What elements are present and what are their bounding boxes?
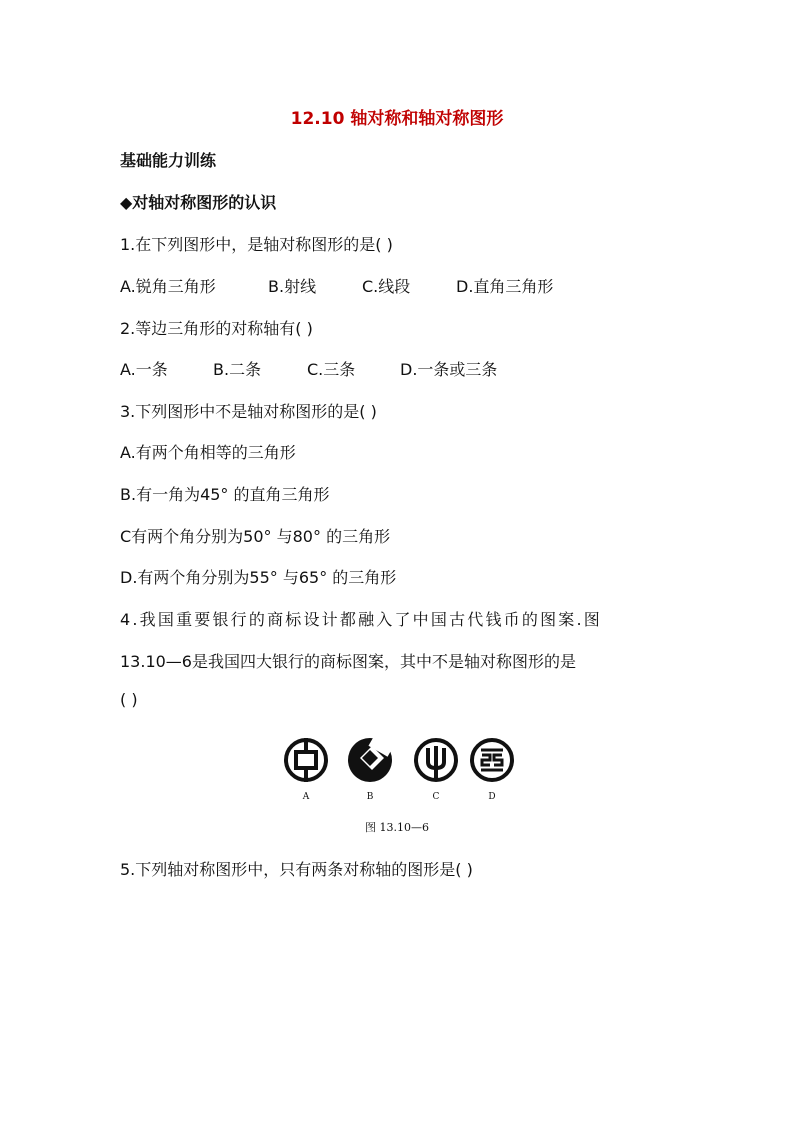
section-heading: 基础能力训练 — [120, 151, 217, 170]
question-5-stem: 5.下列轴对称图形中，只有两条对称轴的图形是( ) — [120, 860, 473, 879]
industrial-commercial-bank-logo-icon — [468, 736, 516, 784]
question-2-stem: 2.等边三角形的对称轴有( ) — [120, 319, 313, 338]
option-c: C.三条 — [307, 360, 356, 379]
question-4-line-3: ( ) — [120, 690, 138, 709]
figure-caption: 图 13.10—6 — [365, 821, 429, 834]
page-title: 12.10 轴对称和轴对称图形 — [290, 109, 504, 129]
question-3-option-c: C有两个角分别为50° 与80° 的三角形 — [120, 527, 391, 546]
option-b: B.二条 — [213, 360, 262, 379]
question-1-stem: 1.在下列图形中，是轴对称图形的是( ) — [120, 235, 393, 254]
construction-bank-logo-icon — [346, 736, 394, 784]
logo-a-label: A — [302, 792, 310, 802]
logo-d — [468, 736, 516, 802]
logo-c-label: C — [432, 792, 440, 802]
logo-d-label: D — [488, 792, 496, 802]
option-a: A.锐角三角形 — [120, 277, 216, 296]
question-2-options — [120, 357, 497, 380]
question-4-line-1: 4.我国重要银行的商标设计都融入了中国古代钱币的图案.图 — [120, 610, 602, 629]
option-d: D.一条或三条 — [400, 360, 498, 379]
logo-a — [282, 736, 330, 802]
question-3-option-d: D.有两个角分别为55° 与65° 的三角形 — [120, 568, 397, 587]
question-3-stem: 3.下列图形中不是轴对称图形的是( ) — [120, 402, 377, 421]
logo-b-label: B — [366, 792, 374, 802]
option-d: D.直角三角形 — [456, 277, 554, 296]
question-4-line-2: 13.10—6是我国四大银行的商标图案，其中不是轴对称图形的是 — [120, 652, 576, 671]
question-1-options — [120, 274, 553, 297]
agricultural-bank-logo-icon — [412, 736, 460, 784]
logo-c — [412, 736, 460, 802]
logo-b — [346, 736, 394, 802]
option-b: B.射线 — [268, 277, 317, 296]
question-3-option-b: B.有一角为45° 的直角三角形 — [120, 485, 330, 504]
option-c: C.线段 — [362, 277, 411, 296]
bank-logos-figure — [282, 736, 522, 806]
question-3-option-a: A.有两个角相等的三角形 — [120, 443, 296, 462]
option-a: A.一条 — [120, 360, 168, 379]
bank-of-china-logo-icon — [282, 736, 330, 784]
subsection-heading: ◆对轴对称图形的认识 — [120, 193, 277, 212]
